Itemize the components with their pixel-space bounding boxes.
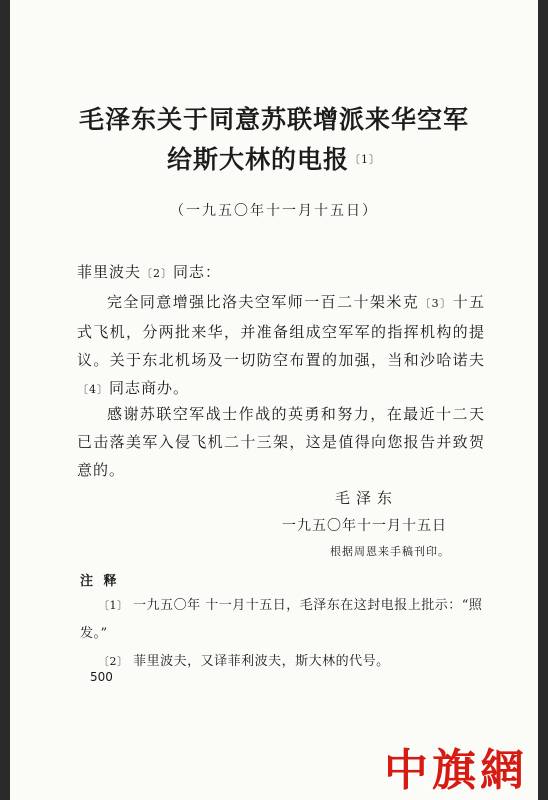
signature-name: 毛泽东 xyxy=(335,489,399,507)
note-ref-4: 〔4〕 xyxy=(77,383,109,396)
salutation: 菲里波夫〔2〕同志： xyxy=(77,263,222,281)
document-title-line2: 给斯大林的电报$^{〔1〕}$ xyxy=(166,145,381,174)
document-page xyxy=(10,0,538,800)
notes-heading: 注 释 xyxy=(80,574,120,589)
document-date: （一九五〇年十一月十五日） xyxy=(170,203,378,219)
note-ref-3: 〔3〕 xyxy=(419,297,453,310)
page-number: 500 xyxy=(90,670,113,684)
body-paragraph-1: 完全同意增强比洛夫空军师一百二十架米克〔3〕十五式飞机，分两批来华，并准备组成空军军的指挥机构的提议。关于东北机场及一切防空布置的加强，当和沙哈诺夫〔4〕同志商办。 xyxy=(77,293,485,397)
note-text: 一九五〇年 十一月十五日，毛泽东在这封电报上批示：“照发。” xyxy=(80,598,483,641)
document-title-line1: 毛泽东关于同意苏联增派来华空军 xyxy=(78,105,469,134)
salutation-note-ref: 〔2〕 xyxy=(141,267,174,280)
note-item xyxy=(80,648,490,676)
note-text: 菲里波夫，又译菲利波夫，斯大林的代号。 xyxy=(133,654,390,669)
title-note-ref: 〔1〕 xyxy=(349,153,381,166)
note-item xyxy=(80,592,490,648)
source-note: 根据周恩来手稿刊印。 xyxy=(330,545,450,558)
signature-date: 一九五〇年十一月十五日 xyxy=(282,518,447,534)
body-paragraph-2: 感谢苏联空军战士作战的英勇和努力，在最近十二天已击落美军入侵飞机二十三架，这是值得向您报告并致贺意的。 xyxy=(77,405,485,479)
site-watermark-logo: 中旗網 xyxy=(384,745,528,796)
note-ref: 〔2〕 xyxy=(98,655,129,668)
note-ref: 〔1〕 xyxy=(98,599,129,612)
